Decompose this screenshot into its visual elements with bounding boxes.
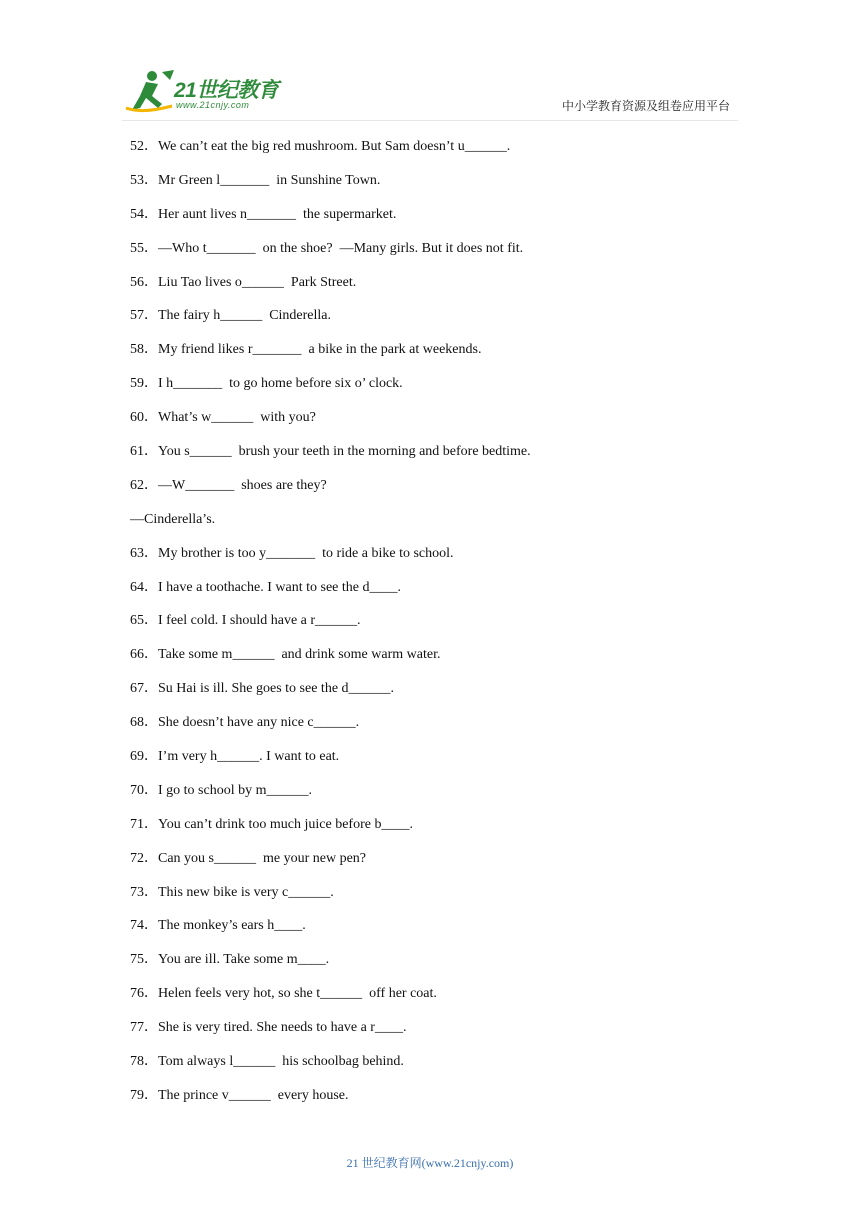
question-text: —Who t_______ on the shoe? —Many girls. But it does not fit.: [158, 240, 524, 256]
question-text: Tom always l______ his schoolbag behind.: [158, 1054, 404, 1070]
question-item: [130, 1086, 750, 1120]
question-number: 73．: [130, 884, 158, 900]
question-number: 54．: [130, 206, 158, 222]
question-text: She doesn’t have any nice c______.: [158, 715, 360, 731]
question-item: [130, 273, 750, 307]
question-text: The prince v______ every house.: [158, 1087, 349, 1103]
question-number: 64．: [130, 579, 158, 595]
question-text: The fairy h______ Cinderella.: [158, 308, 332, 324]
question-text: I go to school by m______.: [158, 782, 312, 798]
question-text: My brother is too y_______ to ride a bike to school.: [158, 545, 454, 561]
question-number: 61．: [130, 444, 158, 460]
question-item: [130, 679, 750, 713]
question-text: We can’t eat the big red mushroom. But Sam doesn’t u______.: [158, 139, 511, 154]
question-item: [130, 611, 750, 645]
question-text: This new bike is very c______.: [158, 884, 334, 900]
question-item: [130, 476, 750, 510]
question-item: [130, 781, 750, 815]
question-number: 59．: [130, 376, 158, 392]
runner-logo-icon: [122, 68, 178, 116]
question-item: [130, 306, 750, 340]
question-text: You are ill. Take some m____.: [158, 952, 330, 968]
question-item: [130, 374, 750, 408]
question-number: 69．: [130, 749, 158, 765]
question-number: 67．: [130, 681, 158, 697]
question-item: [130, 950, 750, 984]
question-text: Liu Tao lives o______ Park Street.: [158, 274, 357, 290]
question-text: Mr Green l_______ in Sunshine Town.: [158, 172, 381, 188]
question-number: 56．: [130, 274, 158, 290]
question-item: [130, 205, 750, 239]
question-text: —Cinderella’s.: [130, 511, 216, 527]
question-number: 77．: [130, 1020, 158, 1036]
question-item: [130, 239, 750, 273]
question-number: 66．: [130, 647, 158, 663]
question-item: [130, 849, 750, 883]
question-item: [130, 883, 750, 917]
question-text: The monkey’s ears h____.: [158, 918, 306, 934]
logo-brand-text: 21世纪教育: [174, 79, 279, 102]
question-text: I h_______ to go home before six o’ clock.: [158, 376, 403, 392]
question-text: You s______ brush your teeth in the morning and before bedtime.: [158, 444, 531, 460]
question-number: 55．: [130, 240, 158, 256]
question-text: Helen feels very hot, so she t______ off her coat.: [158, 986, 437, 1002]
question-item: [130, 137, 750, 171]
question-item: [130, 510, 750, 544]
question-item: [130, 916, 750, 950]
question-text: Take some m______ and drink some warm water.: [158, 647, 441, 663]
question-text: What’s w______ with you?: [158, 410, 316, 426]
question-number: 53．: [130, 172, 158, 188]
question-text: My friend likes r_______ a bike in the park at weekends.: [158, 342, 482, 358]
question-number: 78．: [130, 1054, 158, 1070]
question-number: 71．: [130, 816, 158, 832]
question-number: 75．: [130, 952, 158, 968]
question-item: [130, 544, 750, 578]
page-header: [0, 0, 860, 125]
question-item: [130, 171, 750, 205]
question-number: 74．: [130, 918, 158, 934]
question-text: I’m very h______. I want to eat.: [158, 749, 340, 765]
question-item: [130, 747, 750, 781]
question-text: —W_______ shoes are they?: [158, 477, 327, 493]
question-number: 76．: [130, 986, 158, 1002]
question-item: [130, 578, 750, 612]
question-number: 65．: [130, 613, 158, 629]
header-divider: [122, 120, 738, 121]
question-number: 60．: [130, 410, 158, 426]
logo-url-text: www.21cnjy.com: [176, 100, 250, 110]
question-text: Her aunt lives n_______ the supermarket.: [158, 206, 397, 222]
question-text: Can you s______ me your new pen?: [158, 850, 367, 866]
question-number: 58．: [130, 342, 158, 358]
question-number: 70．: [130, 782, 158, 798]
question-item: [130, 442, 750, 476]
platform-title: 中小学教育资源及组卷应用平台: [561, 99, 730, 113]
question-text: I have a toothache. I want to see the d____.: [158, 579, 401, 595]
question-number: 72．: [130, 850, 158, 866]
question-list: [130, 137, 750, 1120]
question-text: I feel cold. I should have a r______.: [158, 613, 361, 629]
question-number: 57．: [130, 308, 158, 324]
question-text: She is very tired. She needs to have a r____.: [158, 1020, 407, 1036]
question-number: 79．: [130, 1087, 158, 1103]
question-item: [130, 1052, 750, 1086]
question-item: [130, 713, 750, 747]
question-item: [130, 340, 750, 374]
question-item: [130, 815, 750, 849]
question-text: You can’t drink too much juice before b____.: [158, 816, 413, 832]
question-item: [130, 645, 750, 679]
question-number: 63．: [130, 545, 158, 561]
question-number: 62．: [130, 477, 158, 493]
question-item: [130, 408, 750, 442]
question-item: [130, 1018, 750, 1052]
question-number: 68．: [130, 715, 158, 731]
question-number: 52．: [130, 139, 158, 154]
site-logo[interactable]: [122, 68, 292, 116]
page-footer[interactable]: 21 世纪教育网(www.21cnjy.com): [346, 1156, 514, 1170]
question-item: [130, 984, 750, 1018]
question-text: Su Hai is ill. She goes to see the d______.: [158, 681, 395, 697]
